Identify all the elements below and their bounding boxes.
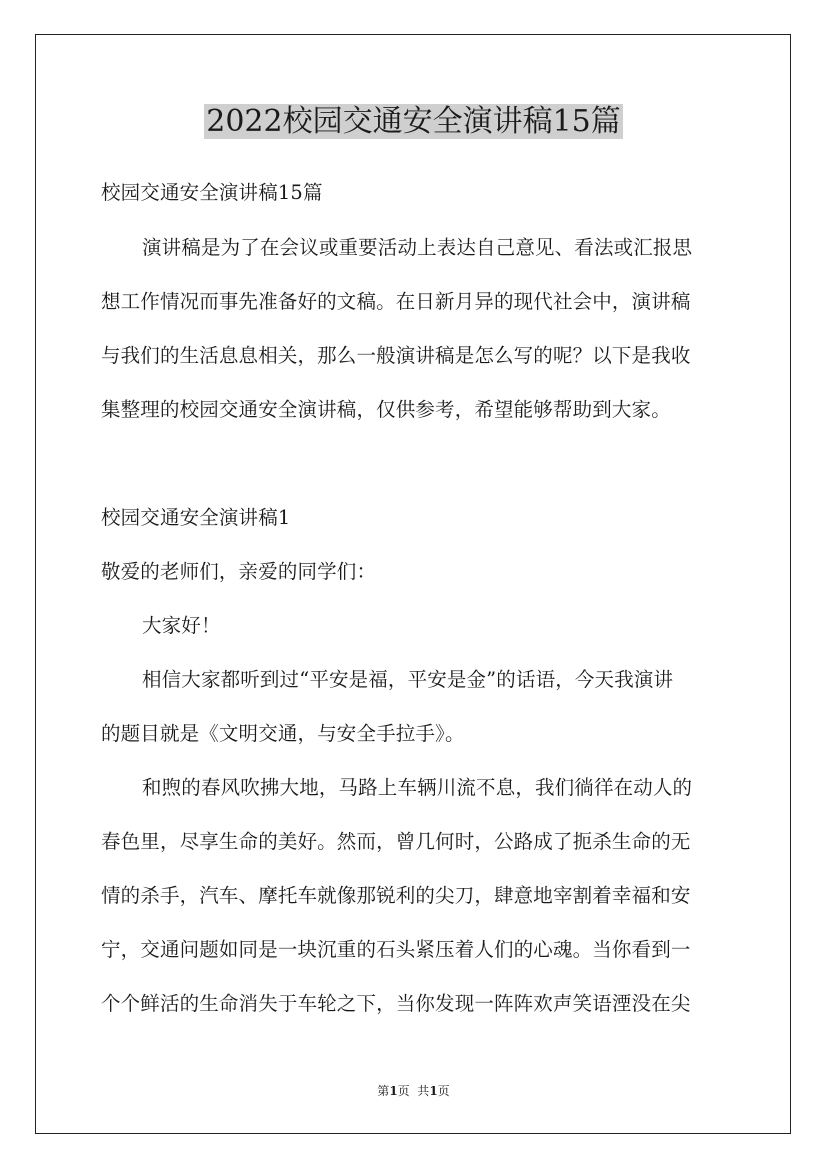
document-title-text: 2022校园交通安全演讲稿15篇 bbox=[206, 104, 621, 139]
greeting: 大家好！ bbox=[142, 614, 221, 637]
page-footer bbox=[0, 1082, 827, 1100]
para2-line-3: 情的杀手，汽车、摩托车就像那锐利的尖刀，肆意地宰割着幸福和安 bbox=[101, 884, 691, 907]
para1-line-2: 的题目就是《文明交通，与安全手拉手》。 bbox=[101, 722, 465, 745]
footer-total-pages: 1 bbox=[429, 1084, 438, 1098]
salutation: 敬爱的老师们，亲爱的同学们： bbox=[101, 560, 377, 583]
para2-line-5: 个个鲜活的生命消失于车轮之下，当你发现一阵阵欢声笑语湮没在尖 bbox=[101, 992, 691, 1015]
section-heading: 校园交通安全演讲稿1 bbox=[101, 506, 291, 529]
footer-page-mid: 页 共 bbox=[397, 1084, 430, 1098]
document-title bbox=[0, 100, 827, 144]
document-subtitle: 校园交通安全演讲稿15篇 bbox=[101, 181, 323, 204]
para2-line-1: 和煦的春风吹拂大地，马路上车辆川流不息，我们徜徉在动人的 bbox=[142, 776, 693, 799]
intro-line-2: 想工作情况而事先准备好的文稿。在日新月异的现代社会中，演讲稿 bbox=[101, 290, 691, 313]
intro-line-3: 与我们的生活息息相关，那么一般演讲稿是怎么写的呢？以下是我收 bbox=[101, 344, 691, 367]
footer-page-number: 1 bbox=[389, 1084, 398, 1098]
footer-page-suffix: 页 bbox=[437, 1084, 450, 1098]
para2-line-4: 宁，交通问题如同是一块沉重的石头紧压着人们的心魂。当你看到一 bbox=[101, 938, 691, 961]
intro-line-4: 集整理的校园交通安全演讲稿，仅供参考，希望能够帮助到大家。 bbox=[101, 398, 671, 421]
para2-line-2: 春色里，尽享生命的美好。然而，曾几何时，公路成了扼杀生命的无 bbox=[101, 830, 691, 853]
intro-line-1: 演讲稿是为了在会议或重要活动上表达自己意见、看法或汇报思 bbox=[142, 236, 693, 259]
para1-line-1: 相信大家都听到过“平安是福，平安是金”的话语，今天我演讲 bbox=[142, 668, 674, 691]
footer-page-prefix: 第 bbox=[377, 1084, 390, 1098]
